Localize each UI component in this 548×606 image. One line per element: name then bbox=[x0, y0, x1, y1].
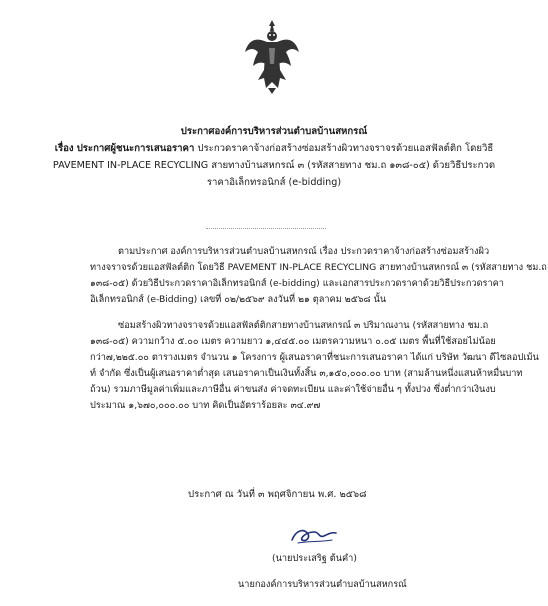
body-p1-line-3: ๑๓๘-๐๕) ด้วยวิธีประกวดราคาอิเล็กทรอนิกส์ (e-bidding) และเอกสารประกวดราคาด้วยวิธีประกวดราคา bbox=[90, 278, 504, 289]
header-subject-line bbox=[0, 141, 548, 157]
subject-label: เรื่อง bbox=[54, 143, 74, 154]
body-p2-line-3: กว่า๗,๒๒๕.๐๐ ตารางเมตร จำนวน ๑ โครงการ ผู้เสนอราคาที่ชนะการเสนอราคา ได้แก่ บริษัท วัฒนา ดีไซลอปเม้น bbox=[90, 352, 539, 363]
body-p2-line-1: ซ่อมสร้างผิวทางจราจรด้วยแอสฟัลต์ติกสายทางบ้านสหกรณ์ ๓ ปริมาณงาน (รหัสสายทาง ชม.ถ bbox=[118, 320, 489, 331]
header-subject-line-2: PAVEMENT IN-PLACE RECYCLING สายทางบ้านสหกรณ์ ๓ (รหัสสายทาง ชม.ถ ๑๓๘-๐๕) ด้วยวิธีประกวด bbox=[52, 160, 496, 171]
announce-date: ประกาศ ณ วันที่ ๓ พฤศจิกายน พ.ศ. ๒๕๖๘ bbox=[188, 489, 367, 500]
body-p1-line-4: อิเล็กทรอนิกส์ (e-Bidding) เลขที่ ๐๒/๒๕๖๙ ลงวันที่ ๒๑ ตุลาคม ๒๕๖๘ นั้น bbox=[90, 294, 387, 305]
header-org-line: ประกาศองค์การบริหารส่วนตำบลบ้านสหกรณ์ bbox=[180, 126, 368, 137]
body-p1-line-1: ตามประกาศ องค์การบริหารส่วนตำบลบ้านสหกรณ์ เรื่อง ประกวดราคาจ้างก่อสร้างซ่อมสร้างผิว bbox=[118, 246, 490, 257]
body-p2-line-4: ท์ จำกัด ซึ่งเป็นผู้เสนอราคาต่ำสุด เสนอราคาเป็นเงินทั้งสิ้น ๓,๑๕๐,๐๐๐.๐๐ บาท (สามล้านหนึ่งแสนห้าหมื่นบาท bbox=[90, 368, 523, 379]
garuda-emblem bbox=[244, 18, 300, 96]
signer-position: นายกองค์การบริหารส่วนตำบลบ้านสหกรณ์ bbox=[238, 579, 407, 590]
body-p2-line-6: ประมาณ ๑,๖๗๐,๐๐๐.๐๐ บาท คิดเป็นอัตราร้อยละ ๓๔.๙๗ bbox=[90, 400, 321, 411]
subject-rest: ประกวดราคาจ้างก่อสร้างซ่อมสร้างผิวทางจราจรด้วยแอสฟัลต์ติก โดยวิธี bbox=[197, 143, 494, 154]
subject-title: ประกาศผู้ชนะการเสนอราคา bbox=[76, 143, 195, 154]
signer-name: (นายประเสริฐ ต้นคำ) bbox=[272, 553, 357, 564]
body-p2-line-2: ๑๓๘-๐๕) ความกว้าง ๕.๐๐ เมตร ความยาว ๑,๔๔๕.๐๐ เมตรความหนา ๐.๐๕ เมตร พื้นที่ใช้สอยไม่น้อย bbox=[90, 336, 496, 347]
body-p1-line-2: ทางจราจรด้วยแอสฟัลต์ติก โดยวิธี PAVEMENT IN-PLACE RECYCLING สายทางบ้านสหกรณ์ ๓ (รหัสสายทาง ชม.ถ bbox=[90, 262, 547, 273]
header-subject-line-3: ราคาอิเล็กทรอนิกส์ (e-bidding) bbox=[206, 177, 342, 188]
handwritten-signature bbox=[288, 524, 340, 548]
body-p2-line-5: ถ้วน) รวมภาษีมูลค่าเพิ่มและภาษีอื่น ค่าขนส่ง ค่าจดทะเบียน และค่าใช้จ่ายอื่น ๆ ทั้งปวง ซึ่งต่ำกว่าเงินงบ bbox=[90, 384, 496, 395]
divider bbox=[206, 228, 326, 229]
